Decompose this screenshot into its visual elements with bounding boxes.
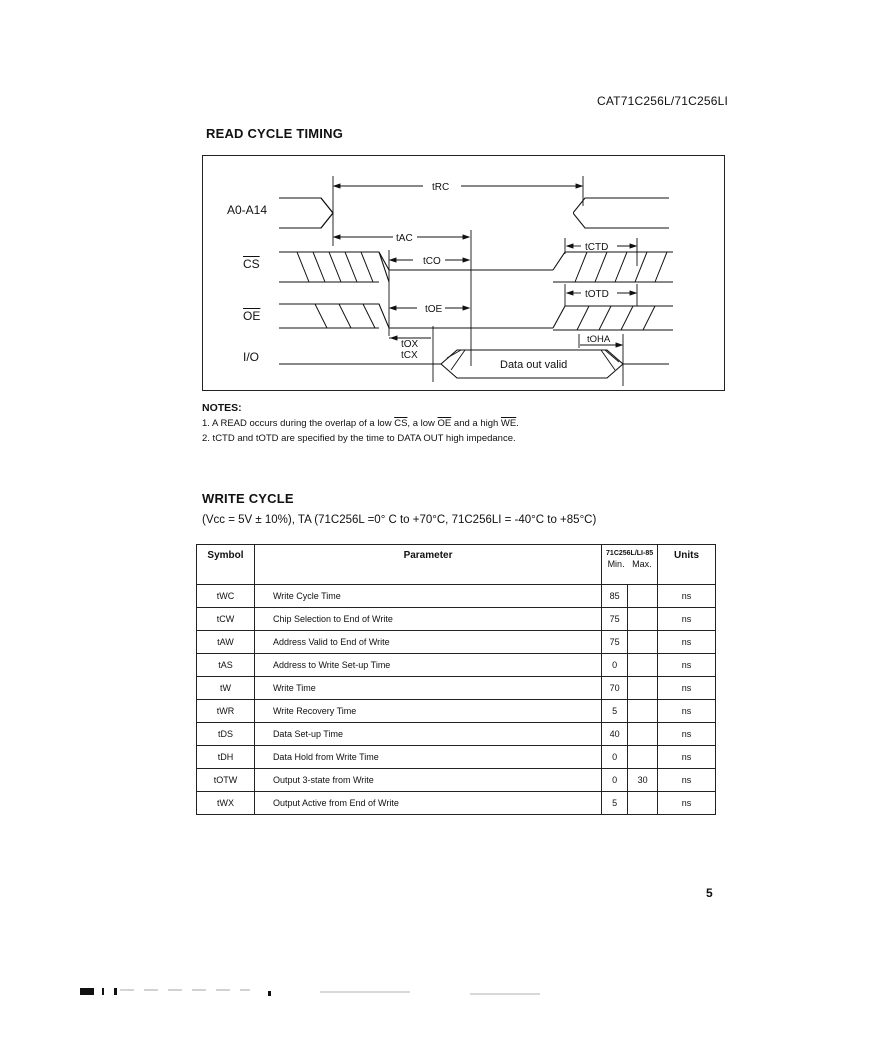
note-1-part-a: 1. A READ occurs during the overlap of a low xyxy=(202,418,395,429)
signal-label-oe: $\overline{OE}$ xyxy=(243,309,261,323)
cell-parameter: Write Recovery Time xyxy=(254,700,601,723)
header-min: Min. xyxy=(607,559,625,569)
cell-symbol: tWX xyxy=(197,792,255,815)
io-waveform xyxy=(279,350,669,378)
cell-parameter: Output Active from End of Write xyxy=(254,792,601,815)
cell-parameter: Data Set-up Time xyxy=(254,723,601,746)
cell-units: ns xyxy=(658,792,716,815)
cell-min: 5 xyxy=(602,700,628,723)
header-units: Units xyxy=(658,545,716,585)
tac-label: tAC xyxy=(396,233,413,244)
signal-label-cs: $\overline{CS}$ xyxy=(243,257,260,271)
signal-label-address: A0-A14 xyxy=(227,203,268,217)
tcx-label: tCX xyxy=(401,350,418,361)
cell-parameter: Address Valid to End of Write xyxy=(254,631,601,654)
toe-label: tOE xyxy=(425,304,443,315)
cell-min: 70 xyxy=(602,677,628,700)
table-row xyxy=(197,654,716,677)
cell-max xyxy=(628,677,658,700)
cell-parameter: Write Cycle Time xyxy=(254,585,601,608)
read-cycle-notes xyxy=(202,401,519,446)
cell-min: 5 xyxy=(602,792,628,815)
cell-symbol: tWR xyxy=(197,700,255,723)
table-row xyxy=(197,585,716,608)
cell-min: 40 xyxy=(602,723,628,746)
note-1-cs: $\overline{CS}$ xyxy=(394,418,408,429)
header-device-grade xyxy=(602,545,658,585)
cell-min: 75 xyxy=(602,608,628,631)
oe-waveform xyxy=(279,304,673,330)
cell-units: ns xyxy=(658,746,716,769)
cell-max xyxy=(628,723,658,746)
table-row xyxy=(197,723,716,746)
scan-artifact-marks xyxy=(80,986,540,998)
data-out-valid-label: Data out valid xyxy=(500,359,568,371)
table-row xyxy=(197,608,716,631)
note-1-oe: $\overline{OE}$ xyxy=(437,418,452,429)
notes-title: NOTES: xyxy=(202,402,242,414)
header-min-max xyxy=(602,559,657,569)
read-cycle-timing-diagram xyxy=(202,155,725,391)
write-cycle-title: WRITE CYCLE xyxy=(202,491,294,506)
cell-min: 0 xyxy=(602,746,628,769)
cell-parameter: Output 3-state from Write xyxy=(254,769,601,792)
cell-min: 75 xyxy=(602,631,628,654)
cell-symbol: tDH xyxy=(197,746,255,769)
cell-units: ns xyxy=(658,608,716,631)
cell-parameter: Address to Write Set-up Time xyxy=(254,654,601,677)
trc-label: tRC xyxy=(432,182,450,193)
table-row xyxy=(197,769,716,792)
read-cycle-title: READ CYCLE TIMING xyxy=(206,126,344,141)
note-1-part-d: . xyxy=(516,418,519,429)
header-symbol: Symbol xyxy=(197,545,255,585)
cell-symbol: tW xyxy=(197,677,255,700)
cell-max xyxy=(628,631,658,654)
cell-min: 0 xyxy=(602,769,628,792)
timing-diagram-svg xyxy=(203,156,724,390)
toha-label: tOHA xyxy=(587,334,611,345)
cell-symbol: tOTW xyxy=(197,769,255,792)
cell-max xyxy=(628,700,658,723)
tco-label: tCO xyxy=(423,256,441,267)
cell-units: ns xyxy=(658,631,716,654)
cell-units: ns xyxy=(658,654,716,677)
cell-units: ns xyxy=(658,677,716,700)
header-max: Max. xyxy=(632,559,652,569)
cell-units: ns xyxy=(658,769,716,792)
timing-markers xyxy=(333,176,637,386)
cell-max xyxy=(628,654,658,677)
table-row xyxy=(197,792,716,815)
note-1 xyxy=(202,416,519,431)
cell-units: ns xyxy=(658,723,716,746)
cell-min: 85 xyxy=(602,585,628,608)
cell-max xyxy=(628,792,658,815)
cell-max xyxy=(628,746,658,769)
table-row xyxy=(197,631,716,654)
cell-parameter: Chip Selection to End of Write xyxy=(254,608,601,631)
cell-symbol: tDS xyxy=(197,723,255,746)
header-parameter: Parameter xyxy=(254,545,601,585)
table-header-row xyxy=(197,545,716,585)
page-number: 5 xyxy=(706,886,713,900)
cell-parameter: Write Time xyxy=(254,677,601,700)
table-row xyxy=(197,700,716,723)
cell-max xyxy=(628,585,658,608)
cell-parameter: Data Hold from Write Time xyxy=(254,746,601,769)
table-row xyxy=(197,677,716,700)
note-1-part-b: , a low xyxy=(407,418,438,429)
part-number-header: CAT71C256L/71C256LI xyxy=(597,94,728,108)
table-row xyxy=(197,746,716,769)
write-cycle-table-wrapper xyxy=(196,544,720,815)
signal-label-io: I/O xyxy=(243,350,260,364)
note-1-we: $\overline{WE}$ xyxy=(500,418,517,429)
cell-symbol: tWC xyxy=(197,585,255,608)
cs-waveform xyxy=(279,252,673,282)
cell-symbol: tCW xyxy=(197,608,255,631)
cell-units: ns xyxy=(658,585,716,608)
totd-label: tOTD xyxy=(585,289,609,300)
cell-max xyxy=(628,608,658,631)
cell-max: 30 xyxy=(628,769,658,792)
cell-symbol: tAS xyxy=(197,654,255,677)
cell-symbol: tAW xyxy=(197,631,255,654)
table-body xyxy=(197,585,716,815)
write-cycle-conditions: (Vcc = 5V ± 10%), TA (71C256L =0° C to +70°C, 71C256LI = -40°C to +85°C) xyxy=(202,514,597,526)
address-waveform xyxy=(279,198,669,228)
cell-min: 0 xyxy=(602,654,628,677)
note-2: 2. tCTD and tOTD are specified by the time to DATA OUT high impedance. xyxy=(202,433,516,444)
header-device: 71C256L/LI-85 xyxy=(606,550,654,557)
cell-units: ns xyxy=(658,700,716,723)
note-1-part-c: and a high xyxy=(451,418,501,429)
tox-label: tOX xyxy=(401,339,419,350)
write-cycle-table xyxy=(196,544,716,815)
tctd-label: tCTD xyxy=(585,242,609,253)
